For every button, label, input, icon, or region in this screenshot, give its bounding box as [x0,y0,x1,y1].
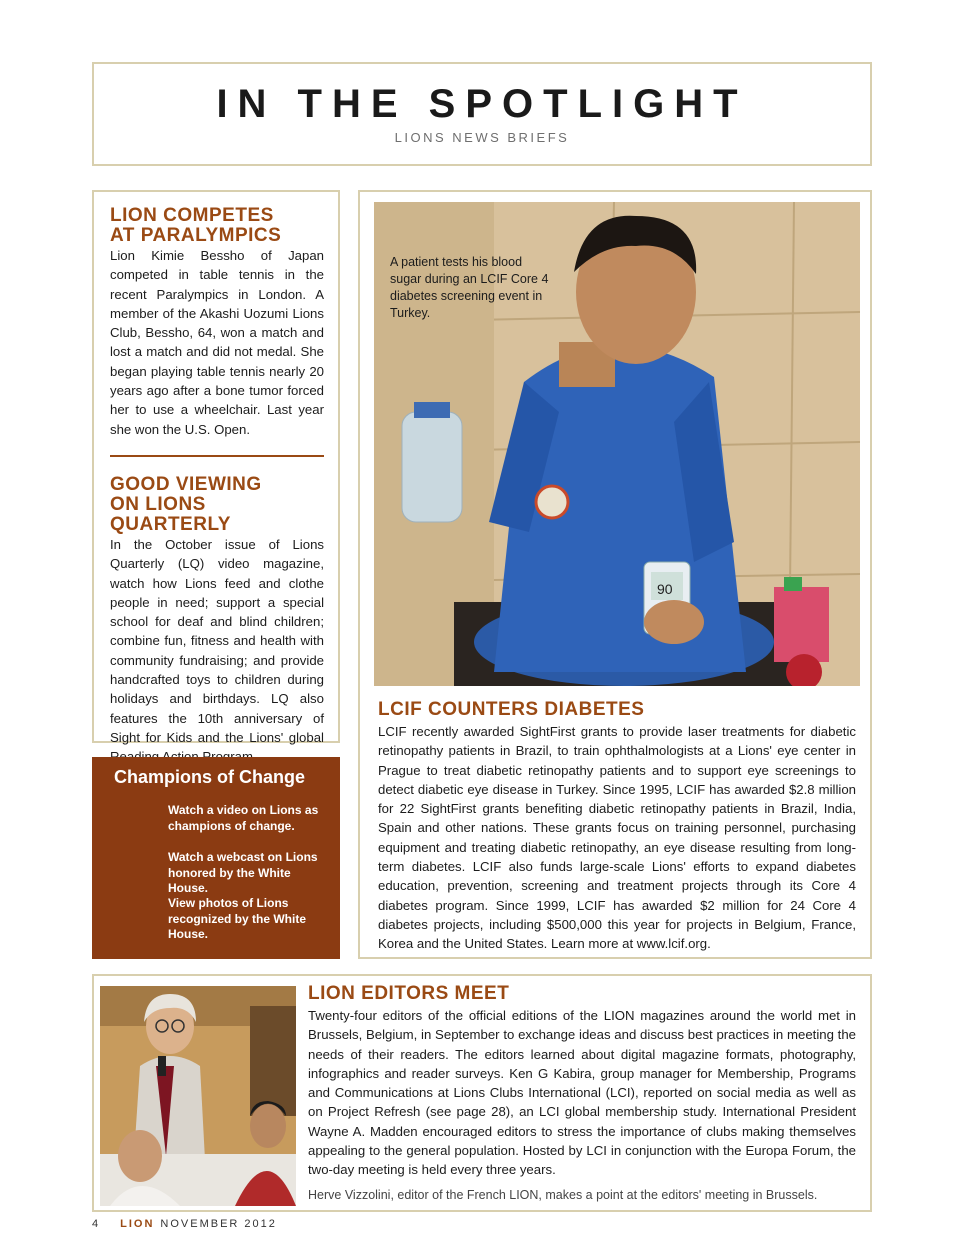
quarterly-headline-line1: GOOD VIEWING [110,473,262,495]
champions-video-link[interactable]: Watch a video on Lions as champions of change. [168,803,319,833]
champions-webcast-link[interactable]: Watch a webcast on Lions honored by the White House. [168,850,318,895]
champions-photos-link[interactable]: View photos of Lions recognized by the White House. [168,896,307,941]
editors-body: Twenty-four editors of the official editions of the LION magazines around the world met in Brussels, Belgium, in September to exchange ideas and discuss best practices in meeting the needs of their readers. The editors learned about digital magazine formats, photography, infographics and reader surveys. Ken G Kabira, group manager for Membership, Programs and Communications at Lions Clubs International (LCI), reported on social media as well as on Project Refresh (see page 28), an LCI global membership study. International President Wayne A. Madden encouraged editors to stress the importance of clubs making themselves appealing to the general population. Hosted by LCI in conjunction with the Europa Forum, the two-day meeting is held every three years. [308,1008,856,1178]
paralympics-headline [110,206,324,246]
glucose-meter-reading: 90 [657,581,673,597]
left-column-box [92,190,340,743]
page-subtitle: LIONS NEWS BRIEFS [394,130,570,145]
diabetes-body: LCIF recently awarded SightFirst grants to provide laser treatments for diabetic retinopathy patients in Brazil, to train ophthalmologists at a Lions' eye center in Prague to treat diabetic retinopathy patients and to support eye screenings to detect diabetic eye disease in Turkey. Since 1995, LCIF has awarded $2.8 million for 22 SightFirst grants benefiting diabetic retinopathy patients in Brazil, India, Spain and other nations. These grants focus on training personnel, purchasing equipment and treating diabetic retinopathy, an eye disease resulting from long-term diabetes. LCIF also funds large-scale Lions' efforts to expand diabetes education, prevention, screening and treatment projects through its Core 4 diabetes program. Since 1999, LCIF has awarded $2 million for 24 Core 4 diabetes projects, including $500,000 this year for projects in Belgium, France, Korea and the United States. Learn more at www.lcif.org. [378,724,856,952]
diabetes-box [358,190,872,959]
issue-date: NOVEMBER 2012 [160,1218,277,1230]
quarterly-headline-line2: ON LIONS QUARTERLY [110,493,231,535]
section-divider [110,455,324,457]
paralympics-body: Lion Kimie Bessho of Japan competed in table tennis in the recent Paralympics in London. A member of the Akashi Uozumi Lions Club, Bessho, 64, won a match and lost a match and did not medal. She began playing table tennis nearly 20 years ago after a bone tumor forced her to use a wheelchair. Last year she won the U.S. Open. [110,248,324,437]
editors-headline: LION EDITORS MEET [308,983,510,1004]
diabetes-screening-photo [374,202,860,686]
page-footer [92,1218,277,1230]
champions-title: Champions of Change [114,767,306,787]
magazine-name: LION [120,1218,155,1230]
editors-photo-caption: Herve Vizzolini, editor of the French LION, makes a point at the editors' meeting in Brussels. [308,1188,818,1202]
quarterly-headline [110,475,324,535]
editors-meeting-photo [100,986,296,1206]
page-number: 4 [92,1218,101,1230]
champions-of-change-panel [92,757,340,959]
editors-illustration [100,986,296,1206]
paralympics-headline-line1: LION COMPETES [110,205,274,226]
paralympics-headline-line2: AT PARALYMPICS [110,225,282,246]
diabetes-photo-caption: A patient tests his blood sugar during an LCIF Core 4 diabetes screening event in Turkey. [390,255,549,320]
diabetes-headline: LCIF COUNTERS DIABETES [378,699,645,720]
quarterly-body: In the October issue of Lions Quarterly (LQ) video magazine, watch how Lions feed and clothe people in need; support a special school for deaf and blind children; combine fun, fitness and health with community fundraising; and provide handcrafted toys to children during holidays and birthdays. LQ also features the 10th anniversary of Sight for Kids and the Lions' global [110,536,324,745]
masthead [92,62,872,166]
editors-box [92,974,872,1212]
page-title: IN THE SPOTLIGHT [216,82,748,126]
